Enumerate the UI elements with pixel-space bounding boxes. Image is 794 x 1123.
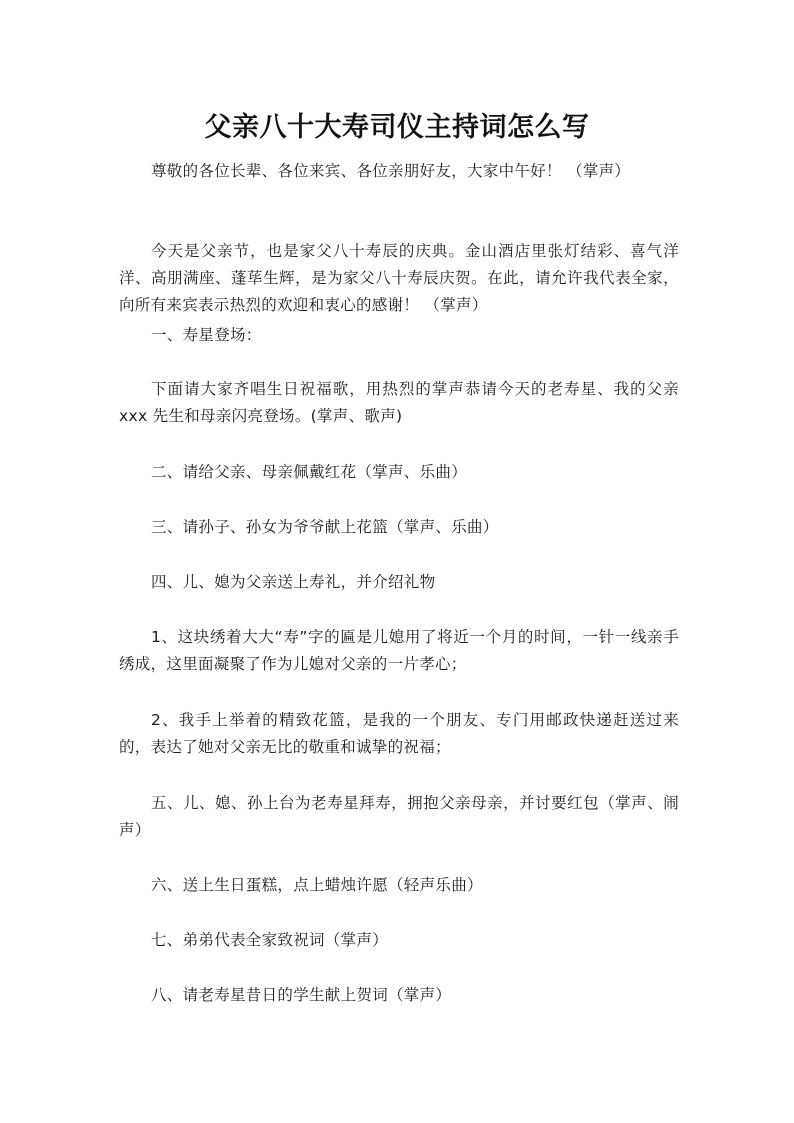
section-heading-2: 二、请给父亲、母亲佩戴红花（掌声、乐曲） bbox=[151, 463, 468, 481]
paragraph-gift-2: 2、我手上举着的精致花篮，是我的一个朋友、专门用邮政快递赶送过来的，表达了她对父亲无比的敬重和诚挚的祝福； bbox=[119, 711, 679, 756]
paragraph-birthday-song: 下面请大家齐唱生日祝福歌，用热烈的掌声恭请今天的老寿星、我的父亲 xxx 先生和母亲闪亮登场。(掌声、歌声) bbox=[119, 380, 679, 425]
section-heading-7: 七、弟弟代表全家致祝词（掌声） bbox=[151, 931, 389, 949]
section-heading-3: 三、请孙子、孙女为爷爷献上花篮（掌声、乐曲） bbox=[151, 518, 499, 536]
section-heading-6: 六、送上生日蛋糕，点上蜡烛许愿（轻声乐曲） bbox=[151, 876, 483, 894]
section-heading-8: 八、请老寿星昔日的学生献上贺词（掌声） bbox=[151, 986, 452, 1004]
paragraph-greeting: 尊敬的各位长辈、各位来宾、各位亲朋好友，大家中午好！ （掌声） bbox=[151, 162, 631, 180]
document-title: 父亲八十大寿司仪主持词怎么写 bbox=[204, 112, 590, 143]
paragraph-opening: 今天是父亲节，也是家父八十寿辰的庆典。金山酒店里张灯结彩、喜气洋洋、高朋满座、蓬荜生辉，是为家父八十寿辰庆贺。在此，请允许我代表全家，向所有来宾表示热烈的欢迎和衷心的感谢！ （掌声） bbox=[119, 242, 679, 314]
paragraph-gift-1: 1、这块绣着大大“寿”字的匾是儿媳用了将近一个月的时间，一针一线亲手绣成，这里面凝聚了作为儿媳对父亲的一片孝心； bbox=[119, 628, 679, 673]
section-heading-5: 五、儿、媳、孙上台为老寿星拜寿，拥抱父亲母亲，并讨要红包（掌声、闹声） bbox=[119, 794, 679, 839]
section-heading-4: 四、儿、媳为父亲送上寿礼，并介绍礼物 bbox=[151, 573, 436, 591]
section-heading-1: 一、寿星登场： bbox=[151, 326, 262, 344]
